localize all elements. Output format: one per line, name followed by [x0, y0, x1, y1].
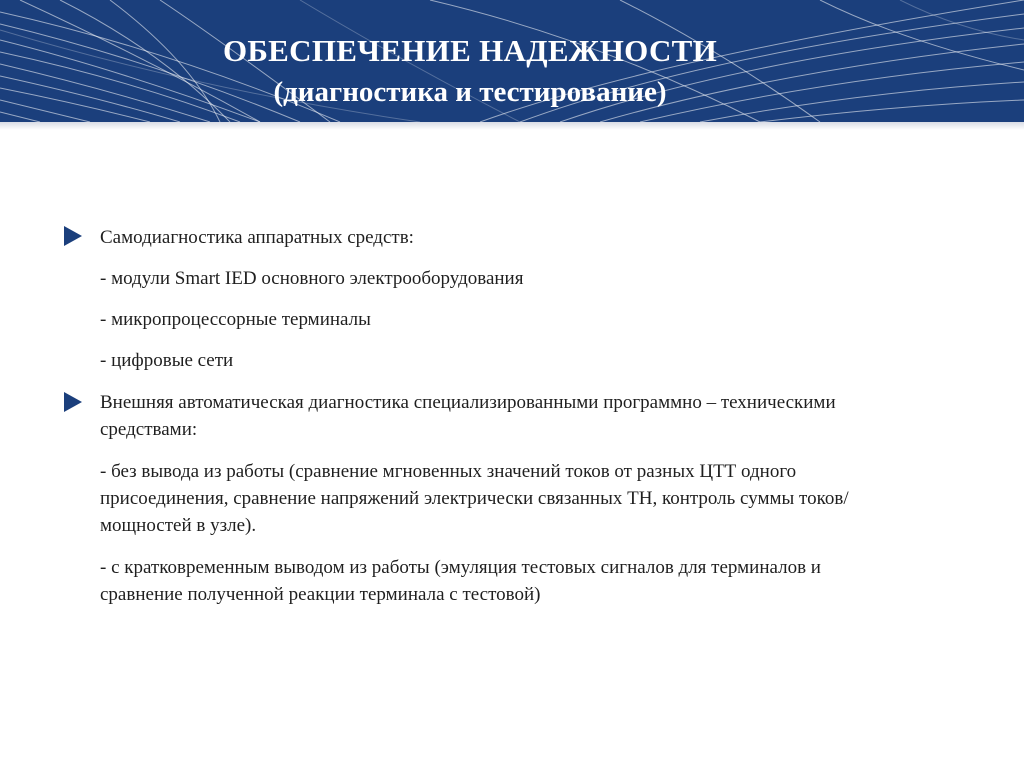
header-shadow: [0, 122, 1024, 130]
sub-item-short-outage: - с кратковременным выводом из работы (эмуляция тестовых сигналов для терминалов и сравнение полученной реакции терминала с тестовой): [100, 557, 821, 605]
sub-item-without-outage: - без вывода из работы (сравнение мгновенных значений токов от разных ЦТТ одного присоединения, сравнение напряжений электрически связанных ТН, контроль суммы токов/мощностей в узле).: [100, 461, 849, 536]
bullet-item-external-diagnostics: Внешняя автоматическая диагностика специализированными программно – техническими средствами:: [100, 392, 836, 440]
triangle-bullet-icon: [64, 392, 82, 412]
sub-item-terminals: - микропроцессорные терминалы: [100, 309, 371, 330]
bullet-item-self-diagnostics: Самодиагностика аппаратных средств:: [100, 227, 414, 248]
slide-subtitle: (диагностика и тестирование): [273, 76, 667, 108]
sub-item-digital-networks: - цифровые сети: [100, 350, 234, 371]
sub-item-smart-ied: - модули Smart IED основного электрооборудования: [100, 268, 524, 289]
slide-header: [0, 0, 1024, 122]
slide-title: ОБЕСПЕЧЕНИЕ НАДЕЖНОСТИ: [222, 33, 718, 68]
triangle-bullet-icon: [64, 226, 82, 246]
